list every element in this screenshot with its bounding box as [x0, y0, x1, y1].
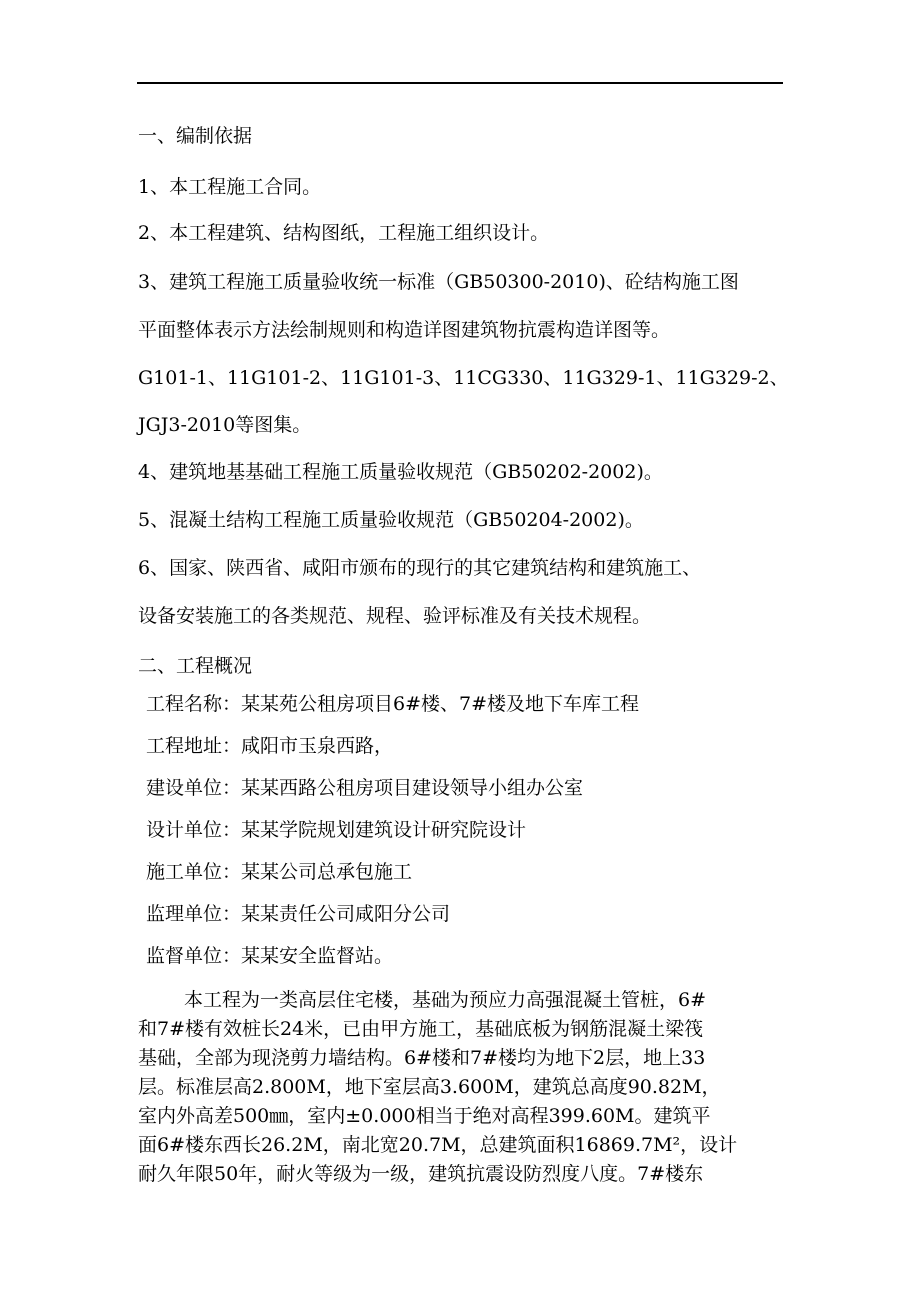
project-description — [138, 986, 798, 1189]
basis-item-5: 5、混凝土结构工程施工质量验收规范（GB50204-2002)。 — [138, 509, 644, 531]
description-line-2: 和7#楼有效桩长24米，已由甲方施工，基础底板为钢筋混凝土梁筏 — [138, 1018, 704, 1040]
description-line-5: 室内外高差500㎜，室内±0.000相当于绝对高程399.60M。建筑平 — [138, 1105, 711, 1127]
basis-item-6-line-1: 6、国家、陕西省、咸阳市颁布的现行的其它建筑结构和建筑施工、 — [138, 557, 702, 579]
basis-item-6-line-2: 设备安装施工的各类规范、规程、验评标准及有关技术规程。 — [138, 605, 652, 627]
description-line-1: 本工程为一类高层住宅楼，基础为预应力高强混凝土管桩，6# — [184, 989, 707, 1011]
construction-unit: 施工单位：某某公司总承包施工 — [146, 861, 413, 883]
description-line-6: 面6#楼东西长26.2M，南北宽20.7M，总建筑面积16869.7M²，设计 — [138, 1134, 738, 1156]
basis-item-2: 2、本工程建筑、结构图纸，工程施工组织设计。 — [138, 222, 550, 244]
owner-unit: 建设单位：某某西路公租房项目建设领导小组办公室 — [146, 777, 584, 799]
supervision-unit: 监理单位：某某责任公司咸阳分公司 — [146, 903, 451, 925]
basis-item-3-line-3: G101-1、11G101-2、11G101-3、11CG330、11G329-1、11G329-2、 — [138, 367, 789, 389]
project-name: 工程名称：某某苑公租房项目6#楼、7#楼及地下车库工程 — [146, 693, 640, 715]
basis-item-1: 1、本工程施工合同。 — [138, 176, 322, 198]
design-unit: 设计单位：某某学院规划建筑设计研究院设计 — [146, 819, 527, 841]
inspection-unit: 监督单位：某某安全监督站。 — [146, 945, 394, 967]
basis-item-3-line-4: JGJ3-2010等图集。 — [138, 414, 312, 436]
project-address: 工程地址：咸阳市玉泉西路， — [146, 735, 394, 757]
section-title-overview: 二、工程概况 — [138, 655, 253, 677]
basis-item-3-line-1: 3、建筑工程施工质量验收统一标准（GB50300-2010)、砼结构施工图 — [138, 271, 739, 293]
description-line-7: 耐久年限50年，耐火等级为一级，建筑抗震设防烈度八度。7#楼东 — [138, 1163, 704, 1185]
basis-item-3-line-2: 平面整体表示方法绘制规则和构造详图建筑物抗震构造详图等。 — [138, 319, 671, 341]
description-line-4: 层。标准层高2.800M，地下室层高3.600M，建筑总高度90.82M， — [138, 1076, 721, 1098]
description-line-3: 基础，全部为现浇剪力墙结构。6#楼和7#楼均为地下2层，地上33 — [138, 1047, 706, 1069]
basis-item-4: 4、建筑地基基础工程施工质量验收规范（GB50202-2002)。 — [138, 461, 663, 483]
header-rule — [137, 82, 783, 84]
section-title-basis: 一、编制依据 — [138, 125, 253, 147]
